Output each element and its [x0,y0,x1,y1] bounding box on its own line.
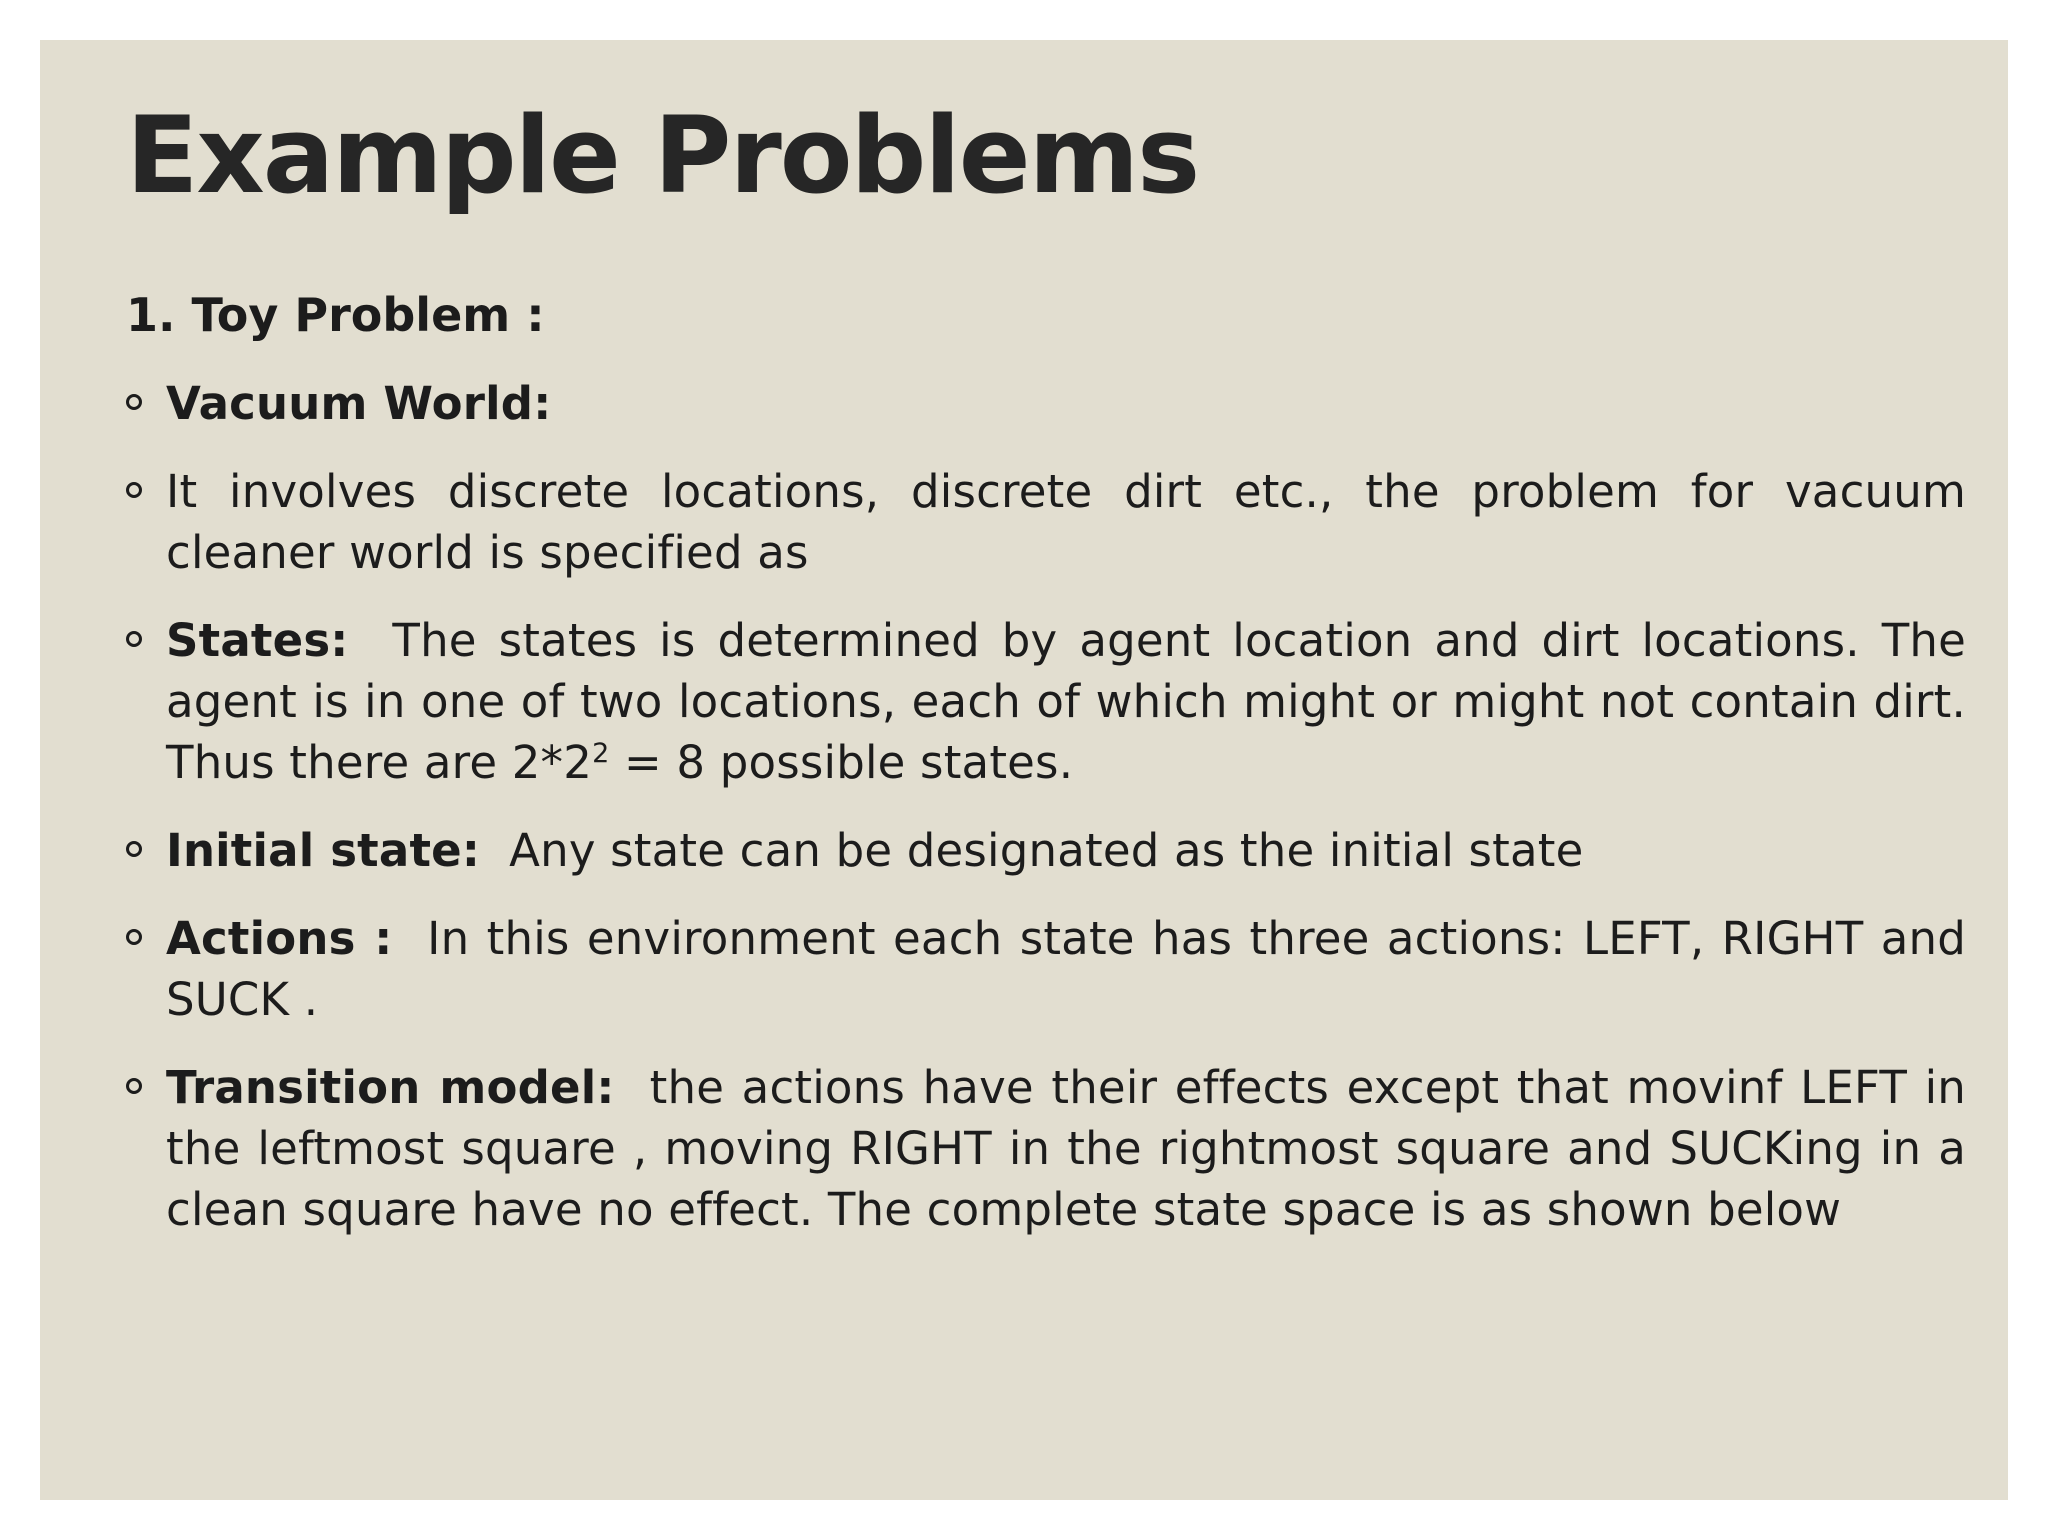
bullet-item-actions [126,908,1966,1030]
item-text: Any state can be designated as the initial state [509,824,1584,877]
item-label: States: [166,614,349,667]
item-text: It involves discrete locations, discrete dirt etc., the problem for vacuum cleaner world is specified as [166,465,1966,579]
item-label: Vacuum World: [166,377,552,430]
item-text: the actions have their effects except that movinf LEFT in the leftmost square , moving RIGHT in the rightmost square and SUCKing in a clean square have no effect. The complete state space is as shown below [166,1061,1966,1236]
item-text-continued: = 8 possible states. [609,736,1074,789]
hollow-circle-bullet-icon [126,394,142,410]
item-text: The states is determined by agent location and dirt locations. The agent is in one of two locations, each of which might or might not contain dirt. Thus there are 2*2 [166,614,1966,789]
hollow-circle-bullet-icon [126,841,142,857]
bullet-item-initial-state [126,820,1966,881]
bullet-item-vacuum-world [126,373,1966,434]
hollow-circle-bullet-icon [126,631,142,647]
bullet-item-description [126,461,1966,583]
item-text: In this environment each state has three actions: LEFT, RIGHT and SUCK . [166,912,1966,1026]
item-label: Transition model: [166,1061,615,1114]
bullet-item-states [126,610,1966,793]
hollow-circle-bullet-icon [126,929,142,945]
slide-body [126,285,1966,1267]
item-label: Actions : [166,912,393,965]
bullet-item-transition-model [126,1057,1966,1240]
subheading: 1. Toy Problem : [126,288,545,342]
slide-title: Example Problems [126,94,1199,217]
superscript-exponent: 2 [592,738,610,769]
hollow-circle-bullet-icon [126,1078,142,1094]
slide [40,40,2008,1500]
item-label: Initial state: [166,824,481,877]
hollow-circle-bullet-icon [126,482,142,498]
